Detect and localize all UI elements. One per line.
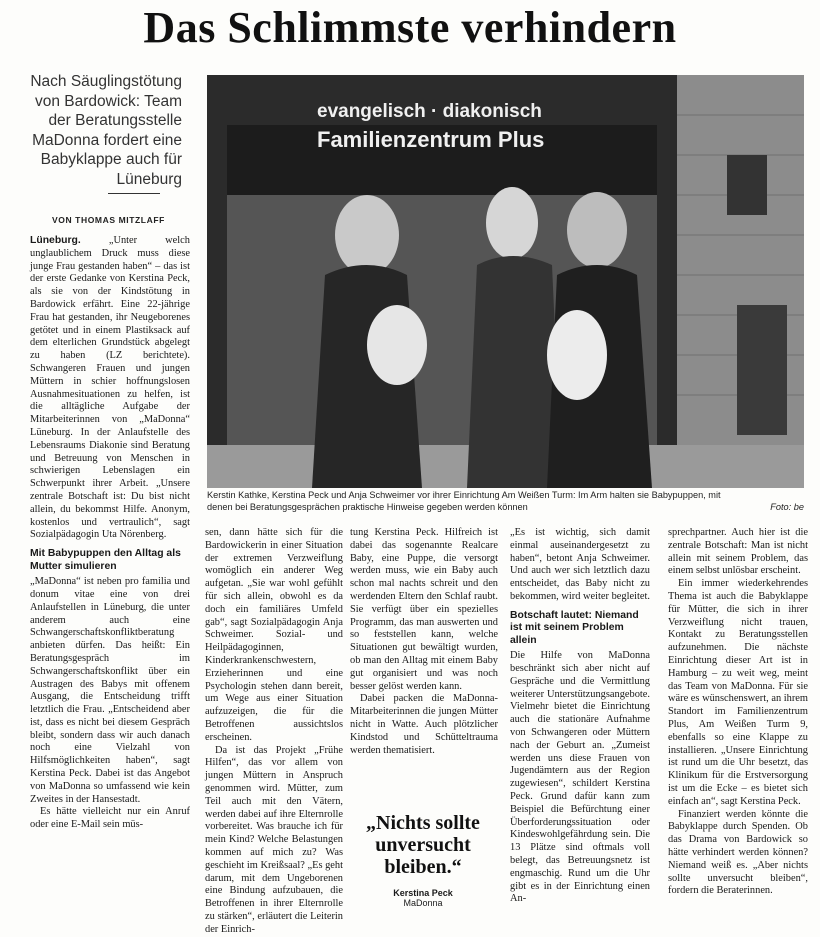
col5-paragraph-3: Finanziert werden könnte die Babyklappe durch Spenden. Ob das Drama von Bardowick so hätte verhindert werden können? Niemand weiß es. „Aber nichts sollte unversucht bleiben“, fordern die Beraterinnen. xyxy=(668,808,808,897)
sign-line-2: Familienzentrum Plus xyxy=(317,127,545,152)
column-5 xyxy=(668,527,808,898)
col1-paragraph-3: Es hätte vielleicht nur ein Anruf oder eine E-Mail sein müs- xyxy=(30,806,190,831)
col2-paragraph-2: Da ist das Projekt „Frühe Hilfen“, das vor allem von jungen Müttern in Anspruch genommen wird. Mütter, zum Teil auch mit den Vätern, werden dabei auf ihre Elternrolle vorbereitet. Was brauche ich für mein Kind? Welche Belastungen kommen auf mich zu? Was geschieht im Kreißsaal? „Es geht darum, mit dem Ungeborenen eine Bindung aufzubauen, die Betroffenen in ihrer Elternrolle zu stärken“, erläutert die Leiterin der Einrich- xyxy=(205,744,343,935)
col5-paragraph-2: Ein immer wiederkehrendes Thema ist auch die Babyklappe für Mütter, die sich in ihrer Verzweiflung nicht trauen, Kontakt zu Beratungsstellen aufzunehmen. Die nächste Einrichtung dieser Art ist in Hamburg – zu weit weg, meint das Team von MaDonna. Für sie wäre es wünschenswert, an ihrem Standort im Familienzentrum Plus, Am Weißen Turm 9, ebenfalls so eine Klappe zu installieren. „Unsere Einrichtung ist rund um die Uhr besetzt, das Klinikum für die Erstversorgung ist um die Ecke – es bietet sich einfach an“, sagt Kerstina Peck. xyxy=(668,578,808,807)
dateline: Lüneburg. xyxy=(30,235,81,246)
pull-quote-author: Kerstina Peck xyxy=(393,888,453,898)
article-photo xyxy=(207,75,804,488)
caption-text: Kerstin Kathke, Kerstina Peck und Anja Schweimer vor ihrer Einrichtung Am Weißen Turm: Im Arm halten sie Babypuppen, mit denen bei Beratungsgesprächen praktische Hinweise gegeben werden können xyxy=(207,490,721,512)
subheading-1: Mit Babypuppen den Alltag als Mutter simulieren xyxy=(30,548,181,572)
col1-paragraph-2: „MaDonna“ ist neben pro familia und donum vitae eine von drei Anlaufstellen in Lüneburg, die unter anderem auch eine Schwangerschaftskonfliktberatung anbieten dürfen. Das heißt: Ein Beratungsgespräch im Schwangerschaftskonflikt über ein Austragen des Babys mit offenem Ausgang, die Entscheidung trifft letztlich die Frau. „Entscheidend aber ist, dass es nicht bei diesem Gespräch bleibt, sondern dass wir auch danach noch eine Vielzahl von Hilfsmöglichkeiten haben“, sagt Kerstina Peck. Dabei ist das Angebot von MaDonna so umfassend wie kein Zweites in der Hansestadt. xyxy=(30,576,190,805)
column-2 xyxy=(205,527,343,937)
headline: Das Schlimmste verhindern xyxy=(143,3,677,52)
pull-quote-organization: MaDonna xyxy=(403,898,443,908)
col4-paragraph-1: „Es ist wichtig, sich damit einmal auseinandergesetzt zu haben“, betont Anja Schweimer. Und auch wer sich letztlich dazu entscheidet, das Baby nicht zu bekommen, wird weiter begleitet. xyxy=(510,527,650,602)
subheading-2: Botschaft lautet: Niemand ist mit seinem Problem allein xyxy=(510,609,639,646)
sign-line-1: evangelisch · diakonisch xyxy=(317,101,542,122)
pull-quote-text: „Nichts sollte unversucht bleiben.“ xyxy=(366,812,480,878)
column-3 xyxy=(350,527,498,757)
photo-caption xyxy=(207,490,804,513)
col5-paragraph-1: sprechpartner. Auch hier ist die zentrale Botschaft: Man ist nicht allein mit seinem Problem, das einem selbst unlösbar erscheint. xyxy=(668,527,808,577)
pull-quote xyxy=(353,812,493,908)
photo-credit: Foto: be xyxy=(770,501,804,512)
col2-paragraph-1: sen, dann hätte sich für die Bardowickerin in einer Situation der extremen Verzweiflung womöglich ein anderer Weg aufgetan. „Sie war wohl gefühlt für sich allein, obwohl es da doch ein familiäres Umfeld gab“, sagt Sozialpädagogin Anja Schweimer. Sozial- und Heilpädagoginnen, Kinderkrankenschwestern, Erzieherinnen und eine Psychologin stehen dann bereit, um Wege aus einer Situation aufzuzeigen, die für die Betroffenen aussichtslos erscheinen. xyxy=(205,527,343,743)
column-4 xyxy=(510,527,650,906)
deck-divider xyxy=(108,193,160,194)
column-1 xyxy=(30,235,190,832)
col3-paragraph-1: tung Kerstina Peck. Hilfreich ist dabei das sogenannte Realcare Baby, eine Puppe, die versorgt werden muss, wie ein Baby auch schon mal nachts schreit und den werdenden Eltern den Schlaf raubt. Sie verfügt über ein spezielles Programm, das man auswerten und so feststellen kann, welche Situationen gut bewältigt wurden, ob man den Alltag mit einem Baby gut organisiert und was noch besser gelöst werden kann. xyxy=(350,527,498,692)
deck: Nach Säuglingstötung von Bardowick: Team der Beratungsstelle MaDonna fordert eine Babyklappe auch für Lüneburg xyxy=(30,73,182,188)
photo-illustration xyxy=(207,75,804,488)
col3-paragraph-2: Dabei packen die MaDonna-Mitarbeiterinnen die jungen Mütter nicht in Watte. Auch plötzlicher Kindstod und Schütteltrauma werden thematisiert. xyxy=(350,693,498,756)
col4-paragraph-2: Die Hilfe von MaDonna beschränkt sich aber nicht auf Gespräche und die Vermittlung weiterer Unterstützungsangebote. Vielmehr bietet die Einrichtung auch die stationäre Aufnahme von Schwangeren oder Müttern nach der Geburt an. „Zumeist werden uns diese Frauen von Jugendämtern aus der Region zugewiesen“, schildert Kerstina Peck. Grund dafür kann zum Beispiel die Befürchtung einer Überforderungssituation oder Kindeswohlgefährdung sein. Die 13 Plätze sind oftmals voll belegt, das Betreuungsnetz ist engmaschig. Rund um die Uhr gibt es in der Einrichtung einen An- xyxy=(510,650,650,905)
byline: VON THOMAS MITZLAFF xyxy=(52,215,165,225)
col1-paragraph-1: „Unter welch unglaublichem Druck muss diese junge Frau gestanden haben“ – das ist der erste Gedanke von Kerstina Peck, als sie von der Kindstötung in Bardowick erfährt. Eine 22-jährige Frau hat gestanden, ihr Neugeborenes getötet und in einem Plastiksack auf dem elterlichen Grundstück abgelegt zu haben (LZ berichtete). Schwangeren Frauen und jungen Müttern in schier hoffnungslosen Ausnahmesituationen zu helfen, ist die alltägliche Aufgabe der Mitarbeiterinnen von „MaDonna“ Lüneburg. In der Anlaufstelle des Lebensraums Diakonie sind Beratung und Betreuung von Menschen in schwierigen Lebenslagen ein Schwerpunkt ihrer Arbeit. „Unsere zentrale Botschaft ist: Du bist nicht allein, du bekommst Hilfe. Anonym, kostenlos und vertraulich“, sagt Sozialpädagogin Uta Nörenberg. xyxy=(30,235,190,541)
